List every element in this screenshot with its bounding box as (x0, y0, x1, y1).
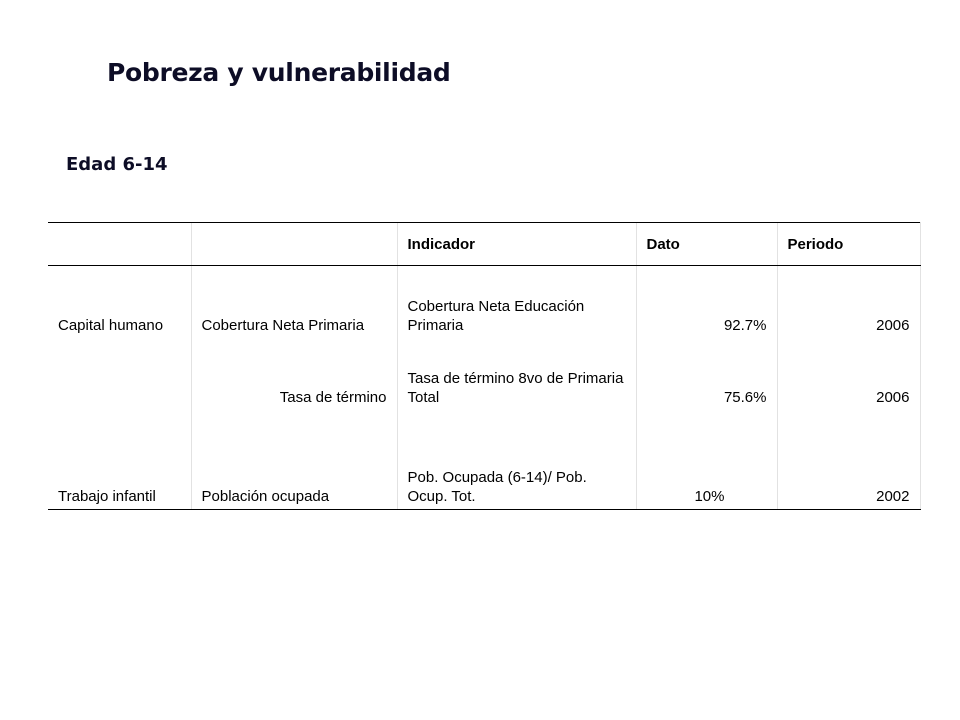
value-cell: 75.6% (636, 338, 777, 410)
header-cell (191, 223, 397, 266)
period-cell: 2006 (777, 338, 920, 410)
period-cell: 2006 (777, 266, 920, 339)
category-cell: Capital humano (58, 317, 164, 334)
indicator-cell: Pob. Ocupada (6-14)/ Pob. Ocup. Tot. (397, 410, 636, 510)
table-row (48, 410, 920, 510)
indicator-cell: Cobertura Neta Educación Primaria (397, 266, 636, 339)
value-cell: 92.7% (636, 266, 777, 339)
value-cell: 10% (636, 410, 777, 510)
slide-title: Pobreza y vulnerabilidad (107, 58, 451, 87)
category-cell (48, 338, 191, 410)
age-group-subtitle: Edad 6-14 (66, 154, 168, 175)
indicator-cell: Tasa de término 8vo de Primaria Total (397, 338, 636, 410)
category-cell: Trabajo infantil (48, 410, 191, 510)
header-cell (48, 223, 191, 266)
header-periodo: Periodo (777, 223, 920, 266)
subcategory-cell: Tasa de término (191, 338, 397, 410)
subcategory-cell: Población ocupada (191, 410, 397, 510)
header-dato: Dato (636, 223, 777, 266)
period-cell: 2002 (777, 410, 920, 510)
subcategory-cell: Cobertura Neta Primaria (191, 266, 397, 339)
table-header-row (48, 223, 920, 266)
table-row (48, 338, 920, 410)
table-row (48, 266, 920, 339)
header-indicador: Indicador (397, 223, 636, 266)
indicators-table (48, 222, 921, 510)
